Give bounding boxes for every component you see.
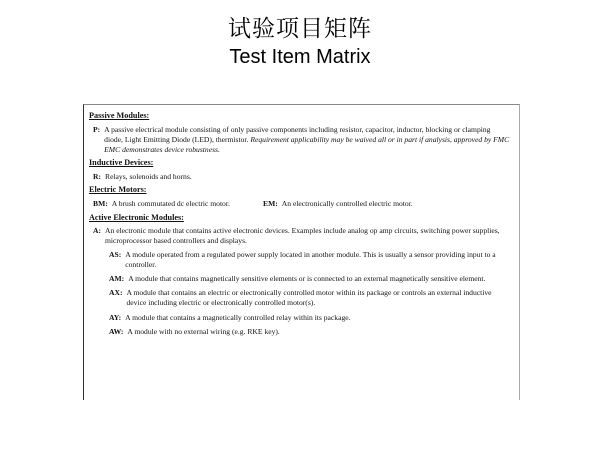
definition-r-text: Relays, solenoids and horns. <box>105 171 192 181</box>
document-excerpt <box>83 104 520 400</box>
code-r: R: <box>93 171 102 181</box>
definition-am <box>89 274 511 284</box>
definition-bm-text: A brush commutated dc electric motor. <box>111 198 230 208</box>
code-a: A: <box>93 226 102 236</box>
slide-title-chinese: 试验项目矩阵 <box>228 16 372 42</box>
definition-r <box>89 172 511 182</box>
definition-em-text: An electronically controlled electric motor. <box>281 198 413 208</box>
heading-active-electronic-modules: Active Electronic Modules: <box>89 212 184 222</box>
definition-as-text: A module operated from a regulated power supply located in another module. This is usually a sensor providing input to a controller. <box>125 250 496 270</box>
definition-ay <box>89 313 511 323</box>
definition-ax-text: A module that contains an electric or electronically controlled motor within its package or controls an external inductive device including electric or electronically controlled motor(s). <box>126 288 492 308</box>
definition-a-text: An electronic module that contains active electronic devices. Examples include analog op amp circuits, switching power supplies, microprocessor based controllers and displays. <box>105 226 500 246</box>
definition-em <box>263 199 413 209</box>
code-bm: BM: <box>93 198 108 208</box>
definition-as <box>89 250 511 270</box>
definition-p-italic-note: Requirement applicability may be waived all or in part if analysis, approved by FMC EMC demonstrates device robustness. <box>104 134 510 154</box>
definition-aw <box>89 327 511 337</box>
definition-p-body: A passive electrical module consisting of only passive components including resistor, capacitor, inductor, blocking or clamping diode, Light Emitting Diode (LED), thermistor. <box>104 124 491 144</box>
motor-definitions <box>89 199 511 209</box>
slide-title-english: Test Item Matrix <box>229 46 371 68</box>
code-ax: AX: <box>109 288 123 298</box>
heading-electric-motors: Electric Motors: <box>89 184 147 194</box>
definition-ay-text: A module that contains a magnetically controlled relay within its package. <box>125 312 351 322</box>
code-em: EM: <box>263 198 278 208</box>
code-ay: AY: <box>109 312 122 322</box>
definition-bm <box>93 199 263 209</box>
definition-aw-text: A module with no external wiring (e.g. RKE key). <box>127 326 280 336</box>
code-p: P: <box>93 124 101 134</box>
code-as: AS: <box>109 250 122 260</box>
definition-p-text <box>104 125 511 155</box>
definition-a <box>89 226 511 246</box>
heading-inductive-devices: Inductive Devices: <box>89 157 154 167</box>
definition-ax <box>89 288 511 308</box>
definition-am-text: A module that contains magnetically sensitive elements or is connected to an external magnetically sensitive element. <box>128 274 486 284</box>
code-am: AM: <box>109 274 125 284</box>
heading-passive-modules: Passive Modules: <box>89 111 150 120</box>
code-aw: AW: <box>109 326 124 336</box>
definition-p <box>89 125 511 155</box>
